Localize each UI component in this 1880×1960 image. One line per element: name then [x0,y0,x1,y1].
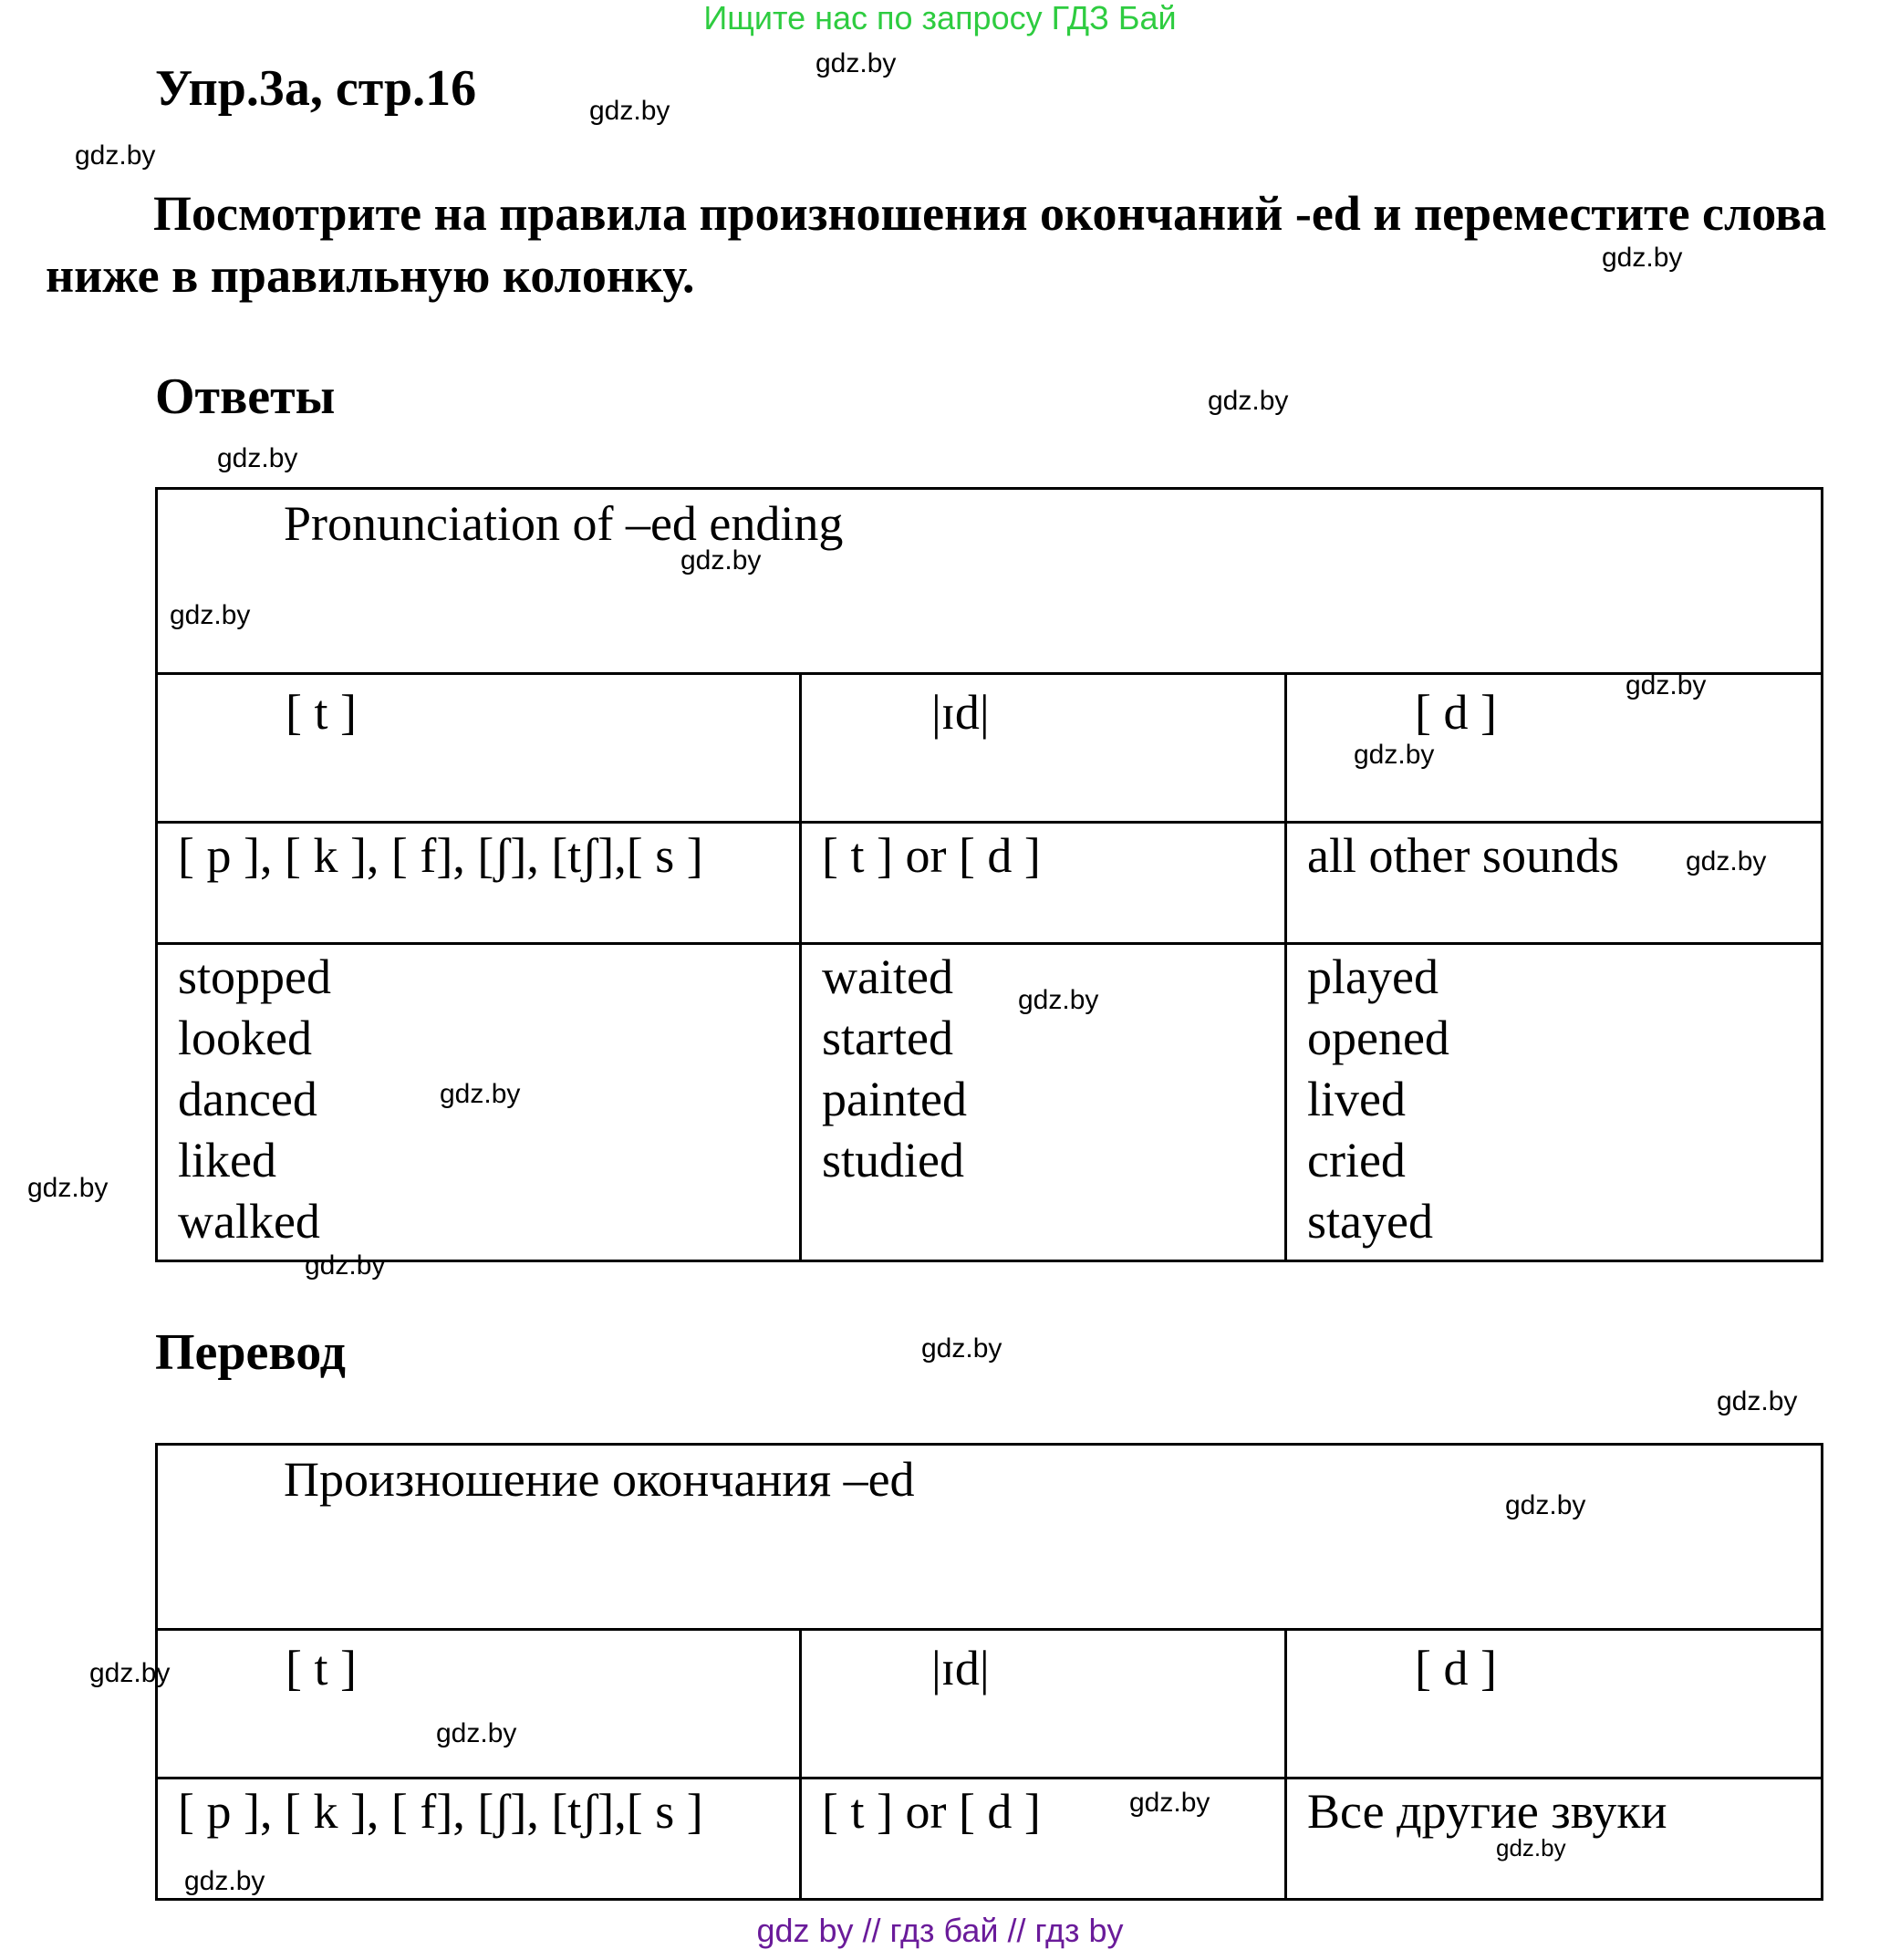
rule-text: [ p ], [ k ], [ f], [ʃ], [tʃ],[ s ] [178,828,703,883]
rule-text: [ t ] or [ d ] [822,828,1041,883]
watermark: gdz.by [1717,1386,1798,1416]
translation-table-title-cell [157,1445,1823,1630]
rule-cell-d [1286,823,1823,944]
word-item: played [1307,949,1439,1004]
word-list [802,945,1284,1191]
sound-cell-d [1286,1630,1823,1779]
word-item: painted [822,1072,967,1126]
word-item: opened [1307,1011,1449,1065]
answers-table [155,487,1823,1262]
watermark: gdz.by [1208,386,1289,416]
watermark: gdz.by [1496,1834,1566,1861]
watermark: gdz.by [436,1718,517,1748]
watermark: gdz.by [170,600,251,630]
watermark: gdz.by [27,1173,109,1203]
sound-label: [ d ] [1415,685,1497,740]
watermark: gdz.by [1354,740,1435,770]
sound-cell-t [157,674,801,823]
word-item: liked [178,1133,276,1187]
watermark: gdz.by [1686,846,1767,876]
watermark: gdz.by [589,96,670,126]
exercise-instruction [46,182,1833,306]
rule-text: [ t ] or [ d ] [822,1784,1041,1839]
sound-label: [ d ] [1415,1641,1497,1696]
sound-cell-id [801,674,1286,823]
rule-cell-id [801,1779,1286,1900]
watermark: gdz.by [1129,1788,1210,1818]
word-list [1287,945,1821,1252]
answers-table-title-cell [157,489,1823,674]
word-item: stayed [1307,1194,1433,1249]
watermark: gdz.by [921,1333,1002,1364]
word-item: stopped [178,949,331,1004]
watermark: gdz.by [680,545,762,576]
rule-text: Все другие звуки [1307,1784,1667,1839]
word-item: waited [822,949,953,1004]
watermark: gdz.by [815,48,897,78]
watermark: gdz.by [75,140,156,171]
watermark: gdz.by [305,1250,386,1281]
word-item: walked [178,1194,320,1249]
sound-label: |ɪd| [931,1641,990,1696]
sound-cell-t [157,1630,801,1779]
word-item: looked [178,1011,312,1065]
word-item: cried [1307,1133,1406,1187]
instruction-text: Посмотрите на правила произношения окончаний -ed и переместите слова ниже в правильную колонку. [46,186,1827,303]
rule-text: [ p ], [ k ], [ f], [ʃ], [tʃ],[ s ] [178,1784,703,1839]
sound-label: [ t ] [286,685,357,740]
word-item: danced [178,1072,317,1126]
watermark: gdz.by [440,1079,521,1109]
sound-label: |ɪd| [931,685,990,740]
translation-table-title: Произношение окончания –ed [284,1452,915,1507]
watermark: gdz.by [1626,670,1707,700]
word-item: studied [822,1133,964,1187]
translation-heading: Перевод [155,1324,346,1381]
watermark: gdz.by [217,443,298,473]
sound-cell-id [801,1630,1286,1779]
rule-cell-id [801,823,1286,944]
top-search-banner: Ищите нас по запросу ГДЗ Бай [703,0,1177,36]
watermark: gdz.by [1018,985,1099,1015]
watermark: gdz.by [89,1658,171,1688]
answers-heading: Ответы [155,368,336,425]
watermark: gdz.by [1602,243,1683,273]
exercise-title: Упр.3а, стр.16 [155,60,477,117]
rule-text: all other sounds [1307,828,1619,883]
sound-label: [ t ] [286,1641,357,1696]
rule-cell-t [157,823,801,944]
watermark: gdz.by [184,1866,265,1896]
word-item: started [822,1011,953,1065]
answers-table-title: Pronunciation of –ed ending [284,496,844,551]
watermark: gdz.by [1505,1490,1586,1520]
bottom-site-banner: gdz by // гдз бай // гдз by [756,1912,1124,1949]
words-cell-d [1286,944,1823,1261]
word-item: lived [1307,1072,1406,1126]
